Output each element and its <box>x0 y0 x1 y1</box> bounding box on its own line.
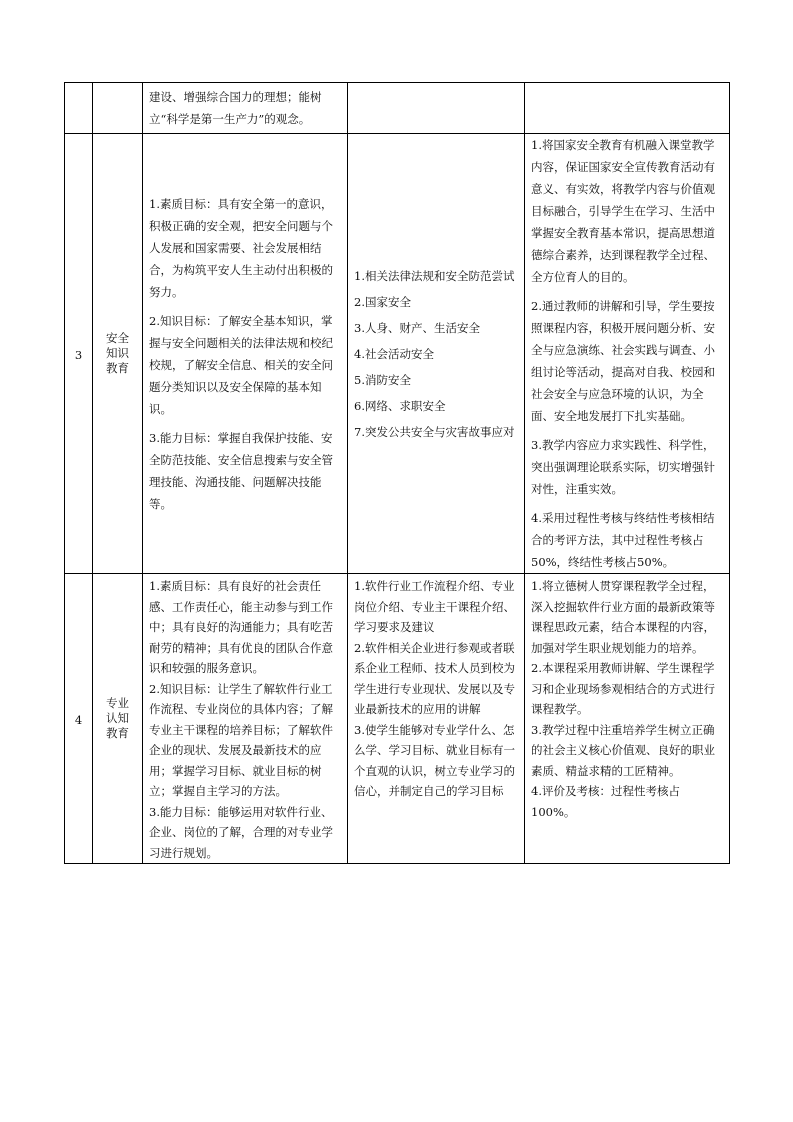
row-number-cell: 4 <box>65 574 93 864</box>
goal-item: 2.知识目标：让学生了解软件行业工作流程、专业岗位的具体内容；了解专业主干课程的培养目标；了解软件企业的现状、发展及最新技术的应用；掌握学习目标、就业目标的树立；掌握自主学习的方法。 <box>149 681 333 798</box>
requirement-item: 1.将国家安全教育有机融入课堂教学内容，保证国家安全宣传教育活动有意义、有实效，将教学内容与价值观目标融合，引导学生在学习、生活中掌握安全教育基本常识，提高思想道德综合素养，达到课程教学全过程、全方位育人的目的。 <box>531 138 715 284</box>
goal-item: 1.素质目标：具有良好的社会责任感、工作责任心，能主动参与到工作中；具有良好的沟通能力；具有吃苦耐劳的精神；具有优良的团队合作意识和较强的服务意识。 <box>149 579 333 675</box>
table-row <box>65 83 730 134</box>
course-name-cell: 安全知识教育 <box>93 134 143 574</box>
goals-cell <box>143 134 348 574</box>
curriculum-table <box>64 82 730 864</box>
requirement-item: 3.教学过程中注重培养学生树立正确的社会主义核心价值观、良好的职业素质、精益求精的工匠精神。 <box>531 722 715 778</box>
requirements-cell <box>525 134 730 574</box>
content-item: 2.软件相关企业进行参观或者联系企业工程师、技术人员到校为学生进行专业现状、发展以及专业最新技术的应用的讲解 <box>354 640 515 716</box>
row-number-cell: 3 <box>65 134 93 574</box>
goal-item: 3.能力目标：能够运用对软件行业、企业、岗位的了解，合理的对专业学习进行规划。 <box>149 804 333 860</box>
course-name-cell: 专业认知教育 <box>93 574 143 864</box>
requirement-item: 4.采用过程性考核与终结性考核相结合的考评方法，其中过程性考核占50%，终结性考核占50%。 <box>531 511 715 569</box>
goals-cell <box>143 574 348 864</box>
goal-text: 建设、增强综合国力的理想；能树立“科学是第一生产力”的观念。 <box>149 90 322 126</box>
content-item: 3.人身、财产、生活安全 <box>354 320 480 335</box>
content-item: 2.国家安全 <box>354 294 411 309</box>
requirement-item: 3.教学内容应力求实践性、科学性，突出强调理论联系实际，切实增强针对性，注重实效。 <box>531 438 715 496</box>
requirement-item: 2.本课程采用教师讲解、学生课程学习和企业现场参观相结合的方式进行课程教学。 <box>531 661 715 716</box>
content-item: 1.相关法律法规和安全防范尝试 <box>354 268 515 283</box>
content-item: 1.软件行业工作流程介绍、专业岗位介绍、专业主干课程介绍、学习要求及建议 <box>354 579 515 634</box>
course-name-cell <box>93 83 143 134</box>
content-cell <box>348 134 525 574</box>
goal-item: 1.素质目标：具有安全第一的意识，积极正确的安全观，把安全问题与个人发展和国家需要、社会发展相结合，为构筑平安人生主动付出积极的努力。 <box>149 196 333 299</box>
content-cell <box>348 83 525 134</box>
goal-item: 3.能力目标：掌握自我保护技能、安全防范技能、安全信息搜索与安全管理技能、沟通技能、问题解决技能等。 <box>149 430 333 511</box>
table-row <box>65 134 730 574</box>
requirements-cell <box>525 83 730 134</box>
content-item: 7.突发公共安全与灾害故事应对 <box>354 424 515 439</box>
row-number-cell <box>65 83 93 134</box>
requirement-item: 1.将立德树人贯穿课程教学全过程，深入挖掘软件行业方面的最新政策等课程思政元素，结合本课程的内容，加强对学生职业规划能力的培养。 <box>531 579 715 655</box>
requirement-item: 4.评价及考核：过程性考核占100%。 <box>531 784 680 819</box>
goal-item: 2.知识目标：了解安全基本知识，掌握与安全问题相关的法律法规和校纪校规，了解安全信息、相关的安全问题分类知识以及安全保障的基本知识。 <box>149 313 333 416</box>
content-cell <box>348 574 525 864</box>
table-row <box>65 574 730 864</box>
content-item: 3.使学生能够对专业学什么、怎么学、学习目标、就业目标有一个直观的认识，树立专业学习的信心，并制定自己的学习目标 <box>354 722 515 798</box>
requirements-cell <box>525 574 730 864</box>
goals-cell <box>143 83 348 134</box>
content-item: 5.消防安全 <box>354 372 411 387</box>
requirement-item: 2.通过教师的讲解和引导，学生要按照课程内容，积极开展问题分析、安全与应急演练、社会实践与调查、小组讨论等活动，提高对自我、校园和社会安全与应急环境的认识，为全面、安全地发展打下扎实基础。 <box>531 299 715 423</box>
content-item: 4.社会活动安全 <box>354 346 434 361</box>
content-item: 6.网络、求职安全 <box>354 398 446 413</box>
